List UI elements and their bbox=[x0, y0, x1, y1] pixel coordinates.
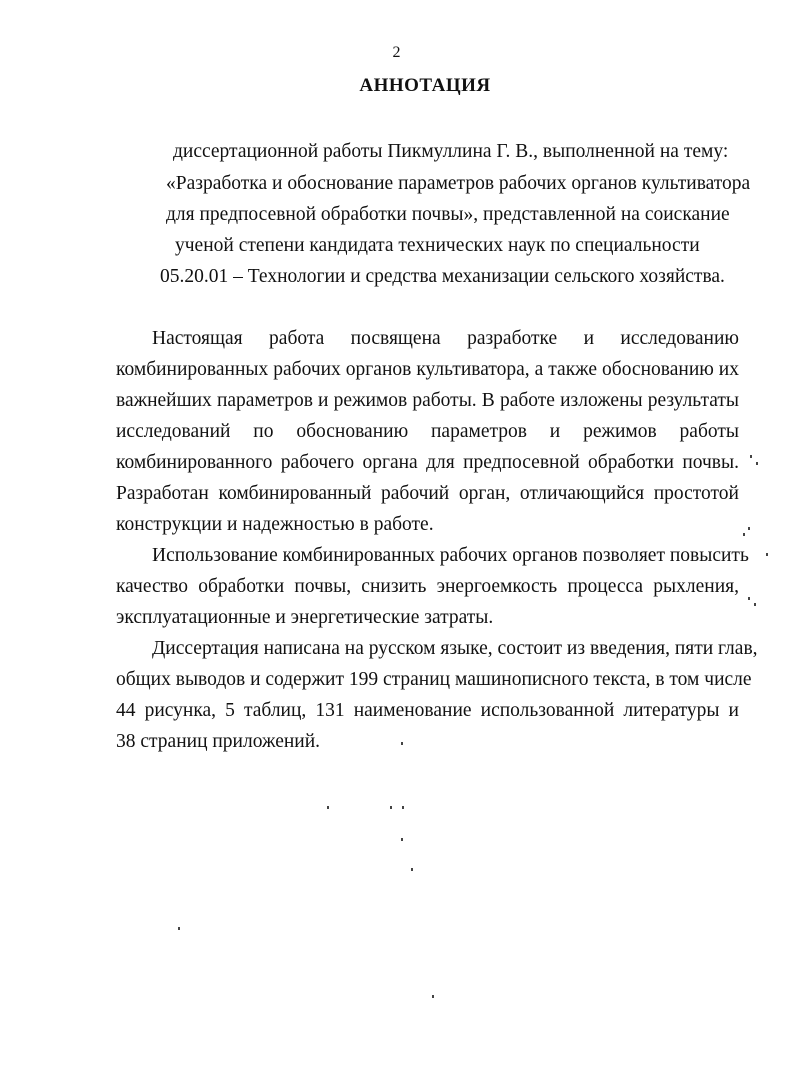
header-line-1: диссертационной работы Пикмуллина Г. В., выполненной на тему: bbox=[173, 141, 729, 162]
paragraph-3-line-4: 38 страниц приложений. bbox=[116, 731, 321, 752]
paragraph-2-line-3: эксплуатационные и энергетические затраты. bbox=[116, 607, 494, 628]
paragraph-1-line-4: исследований по обоснованию параметров и режимов работы bbox=[116, 421, 739, 442]
paragraph-1-line-7: конструкции и надежностью в работе. bbox=[116, 514, 434, 535]
scan-speck bbox=[401, 742, 403, 745]
scan-speck bbox=[402, 806, 404, 809]
paragraph-3-line-1: Диссертация написана на русском языке, состоит из введения, пяти глав, bbox=[152, 638, 758, 659]
paragraph-1-line-3: важнейших параметров и режимов работы. В работе изложены результаты bbox=[116, 390, 739, 411]
page-title: АННОТАЦИЯ bbox=[359, 75, 491, 96]
scan-speck bbox=[178, 927, 180, 930]
header-line-4: ученой степени кандидата технических наук по специальности bbox=[175, 235, 700, 256]
scan-speck bbox=[750, 455, 752, 458]
scan-speck bbox=[390, 806, 392, 809]
paragraph-2-line-1: Использование комбинированных рабочих органов позволяет повысить bbox=[152, 545, 749, 566]
scan-speck bbox=[401, 838, 403, 841]
scan-speck bbox=[432, 995, 434, 998]
paragraph-3-line-2: общих выводов и содержит 199 страниц машинописного текста, в том числе bbox=[116, 669, 752, 690]
paragraph-1-line-1: Настоящая работа посвящена разработке и исследованию bbox=[152, 328, 739, 349]
page-number: 2 bbox=[392, 44, 401, 61]
scan-speck bbox=[754, 603, 756, 606]
scan-speck bbox=[766, 553, 768, 556]
paragraph-1-line-2: комбинированных рабочих органов культиватора, а также обоснованию их bbox=[116, 359, 739, 380]
scan-speck bbox=[327, 806, 329, 809]
scan-speck bbox=[748, 597, 750, 600]
scan-speck bbox=[411, 868, 413, 871]
paragraph-1-line-6: Разработан комбинированный рабочий орган, отличающийся простотой bbox=[116, 483, 739, 504]
scan-speck bbox=[743, 533, 745, 536]
paragraph-1-line-5: комбинированного рабочего органа для предпосевной обработки почвы. bbox=[116, 452, 739, 473]
scan-speck bbox=[748, 527, 750, 530]
scan-speck bbox=[756, 462, 758, 465]
paragraph-3-line-3: 44 рисунка, 5 таблиц, 131 наименование использованной литературы и bbox=[116, 700, 739, 721]
paragraph-2-line-2: качество обработки почвы, снизить энергоемкость процесса рыхления, bbox=[116, 576, 739, 597]
header-line-3: для предпосевной обработки почвы», представленной на соискание bbox=[166, 204, 730, 225]
header-line-2: «Разработка и обоснование параметров рабочих органов культиватора bbox=[166, 173, 751, 194]
header-line-5: 05.20.01 – Технологии и средства механизации сельского хозяйства. bbox=[160, 266, 725, 287]
